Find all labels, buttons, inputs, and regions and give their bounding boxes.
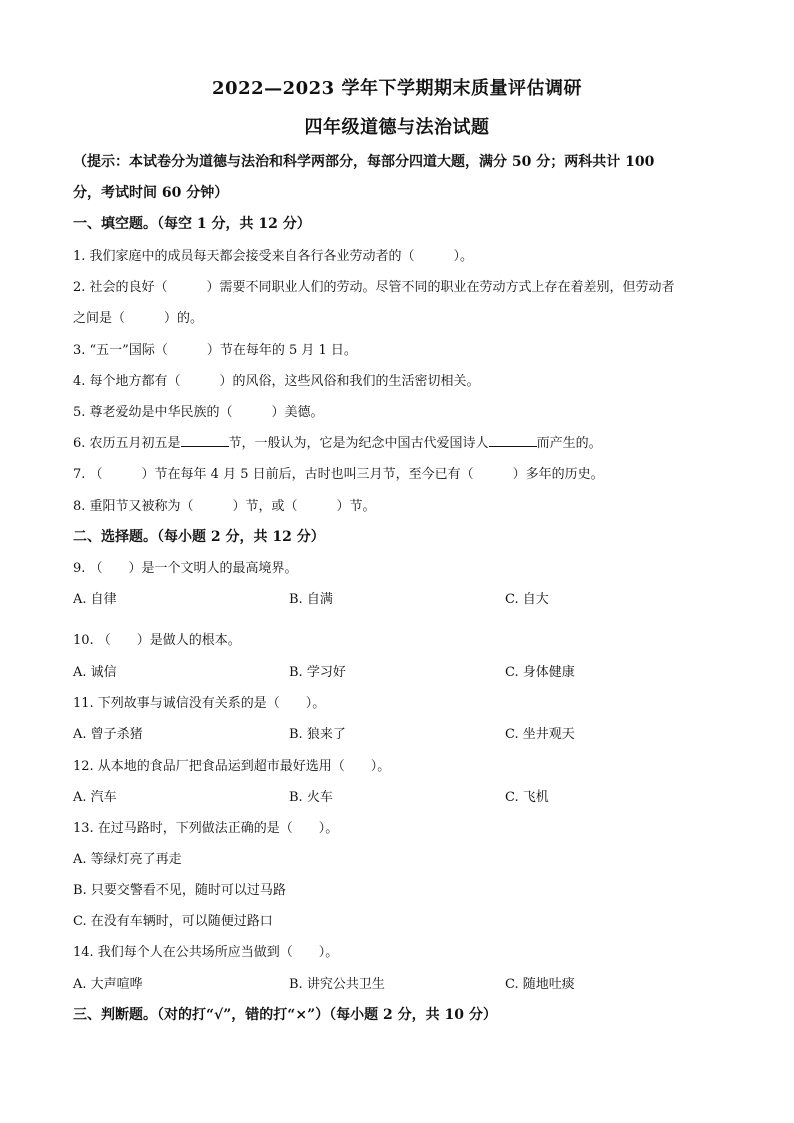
question-4: 4. 每个地方都有（ ）的风俗，这些风俗和我们的生活密切相关。	[73, 374, 480, 389]
question-14-option-c[interactable]: C. 随地吐痰	[505, 977, 575, 992]
question-13: 13. 在过马路时，下列做法正确的是（ ）。	[73, 821, 339, 836]
question-12-option-c[interactable]: C. 飞机	[505, 790, 549, 805]
question-11-option-a[interactable]: A. 曾子杀猪	[73, 727, 143, 742]
question-14: 14. 我们每个人在公共场所应当做到（ ）。	[73, 945, 339, 960]
answer-blank[interactable]	[181, 434, 229, 447]
question-13-option-a[interactable]: A. 等绿灯亮了再走	[73, 852, 182, 867]
question-9-option-b[interactable]: B. 自满	[289, 592, 333, 607]
question-12-option-a[interactable]: A. 汽车	[73, 790, 117, 805]
exam-title: 2022—2023 学年下学期期末质量评估调研	[212, 78, 582, 99]
question-12: 12. 从本地的食品厂把食品运到超市最好选用（ ）。	[73, 759, 391, 774]
section-2-heading: 二、选择题。（每小题 2 分，共 12 分）	[73, 529, 325, 545]
question-14-option-a[interactable]: A. 大声喧哗	[73, 977, 143, 992]
question-6	[73, 432, 602, 451]
section-3-heading: 三、判断题。（对的打“√”，错的打“×”）（每小题 2 分，共 10 分）	[73, 1007, 497, 1023]
question-6-part-1: 6. 农历五月初五是	[73, 436, 181, 451]
question-11-option-b[interactable]: B. 狼来了	[289, 727, 346, 742]
question-13-option-c[interactable]: C. 在没有车辆时，可以随便过路口	[73, 914, 273, 929]
section-1-heading: 一、填空题。（每空 1 分，共 12 分）	[73, 216, 311, 232]
question-12-option-b[interactable]: B. 火车	[289, 790, 333, 805]
question-6-part-2: 节，一般认为，它是为纪念中国古代爱国诗人	[228, 436, 489, 451]
question-10-option-c[interactable]: C. 身体健康	[505, 665, 575, 680]
question-11: 11. 下列故事与诚信没有关系的是（ ）。	[73, 696, 326, 711]
question-9-option-c[interactable]: C. 自大	[505, 592, 549, 607]
instructions-line-2: 分，考试时间 60 分钟）	[73, 185, 229, 201]
answer-blank[interactable]	[489, 434, 537, 447]
question-9-option-a[interactable]: A. 自律	[73, 592, 117, 607]
question-11-option-c[interactable]: C. 坐井观天	[505, 727, 575, 742]
question-13-option-b[interactable]: B. 只要交警看不见，随时可以过马路	[73, 883, 286, 898]
instructions-line-1: （提示：本试卷分为道德与法治和科学两部分，每部分四道大题，满分 50 分；两科共计 100	[73, 154, 655, 170]
exam-subtitle: 四年级道德与法治试题	[304, 117, 490, 138]
question-7: 7. （ ）节在每年 4 月 5 日前后，古时也叫三月节，至今已有（ ）多年的历史。	[73, 467, 604, 482]
question-9: 9. （ ）是一个文明人的最高境界。	[73, 561, 298, 576]
question-14-option-b[interactable]: B. 讲究公共卫生	[289, 977, 385, 992]
question-10: 10. （ ）是做人的根本。	[73, 633, 241, 648]
question-2-line-1: 2. 社会的良好（ ）需要不同职业人们的劳动。尽管不同的职业在劳动方式上存在着差别，但劳动者	[73, 280, 675, 295]
question-3: 3. “五一”国际（ ）节在每年的 5 月 1 日。	[73, 343, 357, 358]
question-1: 1. 我们家庭中的成员每天都会接受来自各行各业劳动者的（ ）。	[73, 249, 474, 264]
question-5: 5. 尊老爱幼是中华民族的（ ）美德。	[73, 405, 324, 420]
question-2-line-2: 之间是（ ）的。	[73, 311, 204, 326]
question-10-option-b[interactable]: B. 学习好	[289, 665, 346, 680]
question-10-option-a[interactable]: A. 诚信	[73, 665, 117, 680]
question-6-part-3: 而产生的。	[536, 436, 602, 451]
question-8: 8. 重阳节又被称为（ ）节，或（ ）节。	[73, 499, 376, 514]
